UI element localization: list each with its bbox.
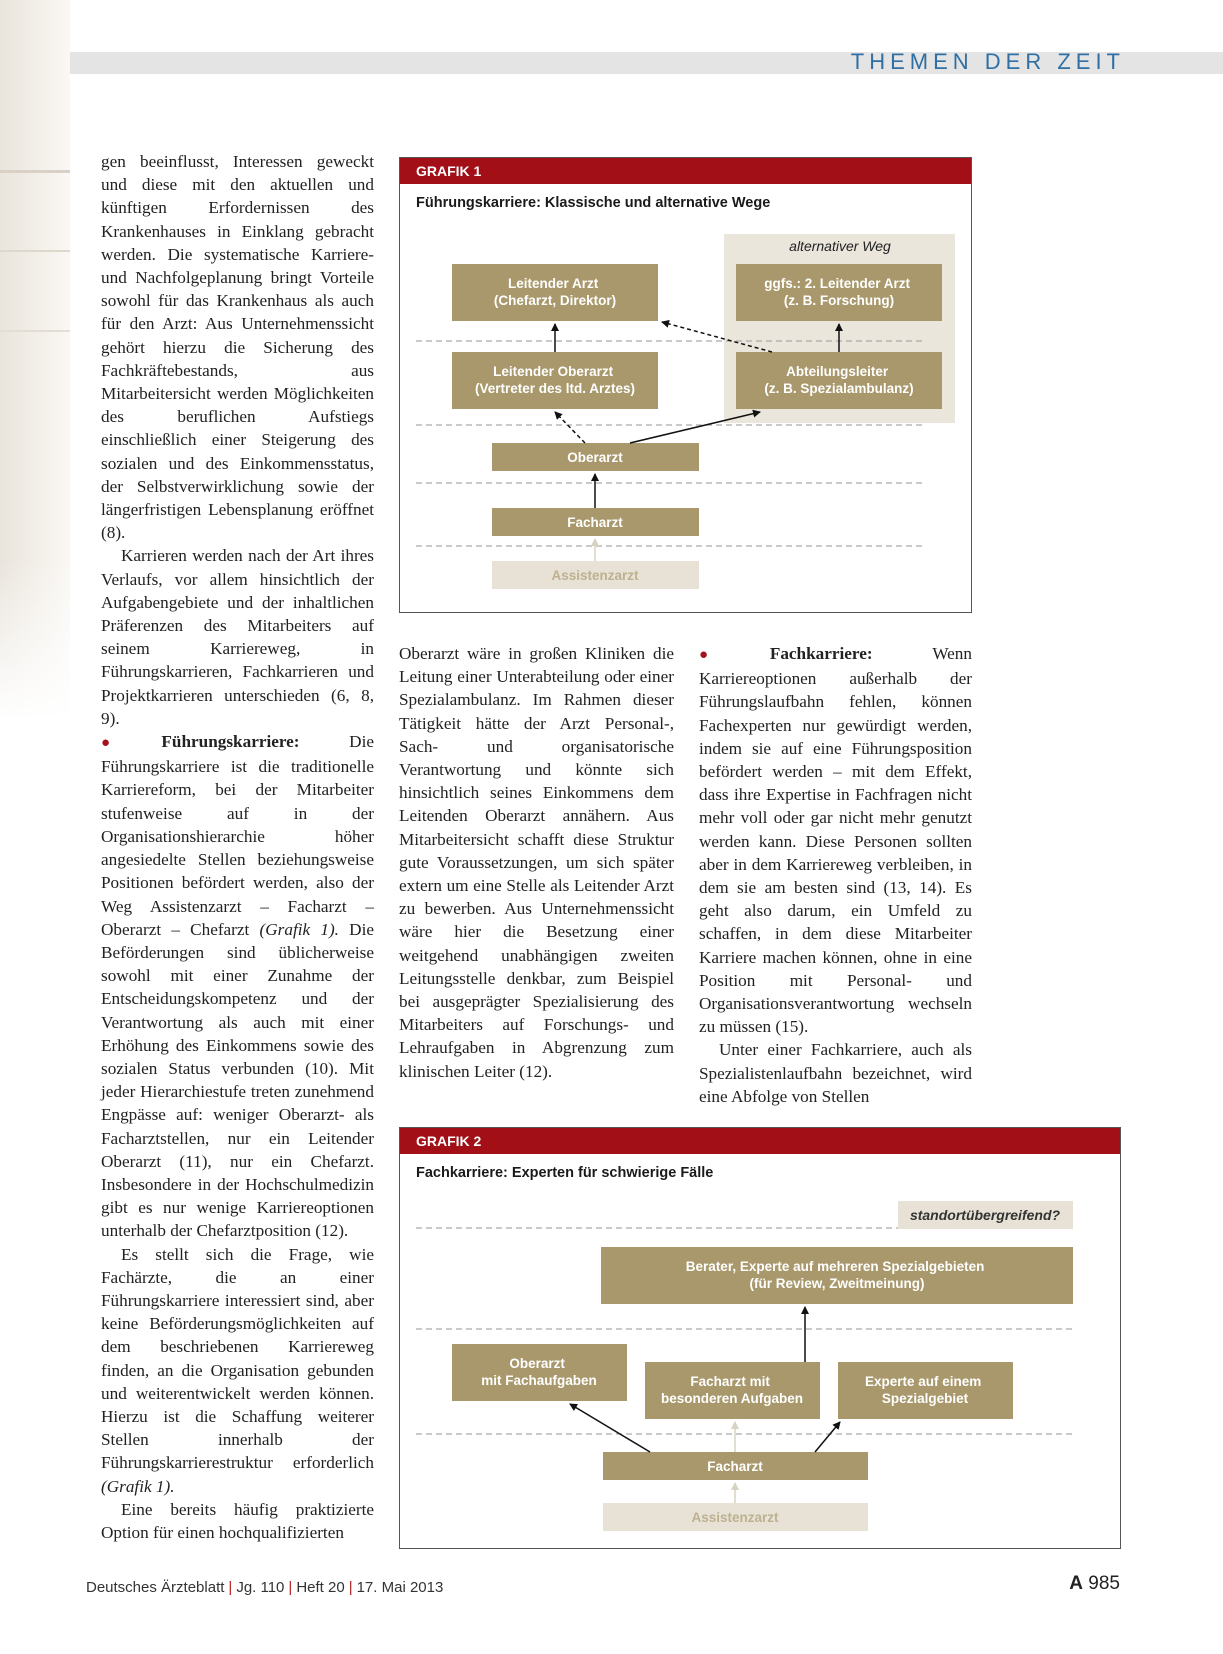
label-oberarzt-fachaufgaben: Oberarzt mit Fachaufgaben <box>481 1356 597 1388</box>
bullet-icon: ● <box>101 735 156 752</box>
separator: | <box>228 1579 233 1596</box>
arrow-oberarzt-abteilungsleiter <box>630 412 760 443</box>
photo-detail <box>0 330 70 332</box>
background-photo-strip <box>0 0 70 720</box>
arrow-facharzt-oberarzt-fachaufgaben <box>570 1404 650 1452</box>
paragraph-text: Es stellt sich die Frage, wie Fachärzte, die an einer Führungskarriere interessiert sind, aber keine Beförderungsmöglichkeiten auf dem beschriebenen Karriereweg finden, an die Organisation gebunden und weiterentwickelt werden können. Hierzu ist die Schaffung weiterer Stellen innerhalb der Führungskarrierestruktur erforderlich <box>101 1244 374 1473</box>
paragraph <box>699 642 972 1038</box>
grafik-2 <box>399 1127 1121 1549</box>
paragraph <box>101 730 374 1242</box>
journal-footer <box>86 1579 443 1596</box>
paragraph: Oberarzt wäre in großen Kliniken die Leitung einer Unterabteilung oder einer Spezialambulanz. Im Rahmen dieser Tätigkeit hätte der Arzt Personal-, Sach- und organisatorische Verantwortung und könnte sich hinsichtlich seines Einkommens dem Leitenden Oberarzt annähern. Aus Mitarbeitersicht schafft diese Struktur gute Voraussetzungen, um sich später extern um eine Stelle als Leitender Arzt zu bewerben. Aus Unternehmenssicht wäre hier die Besetzung einer weitgehend unabhängigen zweiten Leitungsstelle denkbar, zum Beispiel bei ausgeprägter Spezialisierung des Mitarbeiters auf Forschungs- und Lehraufgaben in Abgrenzung zum klinischen Leiter (12). <box>399 644 674 1081</box>
page-prefix: A <box>1069 1573 1084 1594</box>
label-oberarzt: Oberarzt <box>567 450 623 465</box>
arrow-oberarzt-leitender-oberarzt <box>555 412 585 443</box>
text-column-2 <box>399 642 674 1083</box>
grafik-label: GRAFIK 1 <box>400 158 971 184</box>
figure-reference: (Grafik 1). <box>259 919 339 939</box>
page-number-value: 985 <box>1088 1573 1120 1594</box>
paragraph: gen beeinflusst, Interessen geweckt und diese mit den aktuellen und künftigen Erfordernissen des Krankenhauses in Einklang gebracht werden. Die systematische Karriere- und Nachfolgeplanung bringt Vorteile sowohl für das Krankenhaus als auch für den Arzt: Aus Unternehmenssicht gehört hierzu die Sicherung des Fachkräftebestands, aus Mitarbeitersicht werden Möglichkeiten des beruflichen Aufstiegs einschließlich einer Steigerung des sozialen und des Einkommensstatus, der Selbstverwirklichung sowie der längerfristigen Lebensplanung eröffnet (8). <box>101 152 374 543</box>
text-column-1 <box>101 150 374 1544</box>
paragraph: Unter einer Fachkarriere, auch als Spezialistenlaufbahn bezeichnet, wird eine Abfolge von Stellen <box>699 1040 972 1106</box>
paragraph: Eine bereits häufig praktizierte Option für einen hochqualifizierten <box>101 1499 374 1542</box>
label-facharzt: Facharzt <box>567 515 623 530</box>
grafik-1 <box>399 157 972 613</box>
label-abteilungsleiter: Abteilungsleiter (z. B. Spezialambulanz) <box>764 364 914 396</box>
photo-detail <box>0 250 70 252</box>
publication-date: 17. Mai 2013 <box>356 1579 444 1596</box>
section-title: THEMEN DER ZEIT <box>850 49 1125 74</box>
separator: | <box>288 1579 293 1596</box>
arrow-facharzt-experte <box>815 1422 840 1452</box>
issue: Heft 20 <box>296 1579 345 1596</box>
page-number <box>1069 1573 1120 1595</box>
alternative-path-label: alternativer Weg <box>789 238 891 254</box>
paragraph-text: Wenn Karriereoptionen außerhalb der Führungslaufbahn fehlen, können Fachexperten nur gewürdigt werden, indem sie auf eine Führungsposition befördert werden – mit dem Effekt, dass ihre Expertise in Fachfragen nicht mehr voll oder gar nicht mehr genutzt werden kann. Diese Personen sollten aber in dem Karriereweg verbleiben, in dem sie am besten sind (13, 14). Es geht also darum, ein Umfeld zu schaffen, in dem diese Mitarbeiter Karriere machen können, ohne in eine Position mit Personal- und Organisationsverantwortung wechseln zu müssen (15). <box>699 644 972 1037</box>
career-diagram <box>400 158 971 612</box>
volume: Jg. 110 <box>236 1579 285 1596</box>
paragraph-text: Die Beförderungen sind üblicherweise sowohl mit einer Zunahme der Entscheidungskompetenz und der Verantwortung als auch mit einer Erhöhung des Einkommens sowie des sozialen Status verbunden (10). Mit jeder Hierarchiestufe treten zunehmend Engpässe auf: weniger Oberarzt- als Facharztstellen, nur ein Leitender Oberarzt (11), nur ein Chefarzt. Insbesondere in der Hochschulmedizin gibt es nur wenige Karriereoptionen unterhalb der Chefarztposition (12). <box>101 919 375 1241</box>
paragraph-heading: Führungskarriere: <box>161 732 300 752</box>
paragraph-text: Die Führungskarriere ist die traditionelle Karriereform, bei der Mitarbeiter stufenweise auf in der Organisationshierarchie höher angesiedelte Stellen beziehungsweise Positionen befördert werden, also der Weg Assistenzarzt – Facharzt – Oberarzt – Chefarzt <box>101 732 374 939</box>
label-assistenzarzt: Assistenzarzt <box>551 568 639 583</box>
paragraph: Karrieren werden nach der Art ihres Verlaufs, vor allem hinsichtlich der Aufgabengebiete und der inhaltlichen Präferenzen des Mitarbeiters auf seinem Karriereweg, in Führungskarrieren, Fachkarrieren und Projektkarrieren unterschieden (6, 8, 9). <box>101 546 374 728</box>
grafik-label: GRAFIK 2 <box>400 1128 1120 1154</box>
label-experte-spezialgebiet: Experte auf einem Spezialgebiet <box>864 1374 982 1406</box>
expert-career-diagram <box>400 1128 1120 1548</box>
label-leitender-arzt: Leitender Arzt (Chefarzt, Direktor) <box>493 276 617 308</box>
photo-detail <box>0 170 70 173</box>
label-facharzt: Facharzt <box>707 1459 763 1474</box>
label-berater: Berater, Experte auf mehreren Spezialgebieten (für Review, Zweitmeinung) <box>685 1259 985 1291</box>
paragraph-heading: Fachkarriere: <box>769 644 873 663</box>
grafik-title: Führungskarriere: Klassische und alternative Wege <box>416 195 771 211</box>
label-zweiter-leitender-arzt: ggfs.: 2. Leitender Arzt (z. B. Forschung) <box>764 276 910 308</box>
separator: | <box>348 1579 353 1596</box>
photo-fade <box>0 560 70 720</box>
bullet-icon: ● <box>699 647 764 663</box>
label-facharzt-besondere-aufgaben: Facharzt mit besonderen Aufgaben <box>660 1374 804 1406</box>
figure-reference: (Grafik 1). <box>101 1476 175 1496</box>
label-assistenzarzt: Assistenzarzt <box>691 1510 779 1525</box>
grafik-title: Fachkarriere: Experten für schwierige Fälle <box>416 1165 714 1181</box>
paragraph <box>101 1243 374 1498</box>
label-leitender-oberarzt: Leitender Oberarzt (Vertreter des ltd. Arztes) <box>474 364 636 396</box>
text-column-3 <box>699 642 972 1108</box>
journal-name: Deutsches Ärzteblatt <box>86 1579 225 1596</box>
cross-location-label: standortübergreifend? <box>909 1207 1061 1223</box>
